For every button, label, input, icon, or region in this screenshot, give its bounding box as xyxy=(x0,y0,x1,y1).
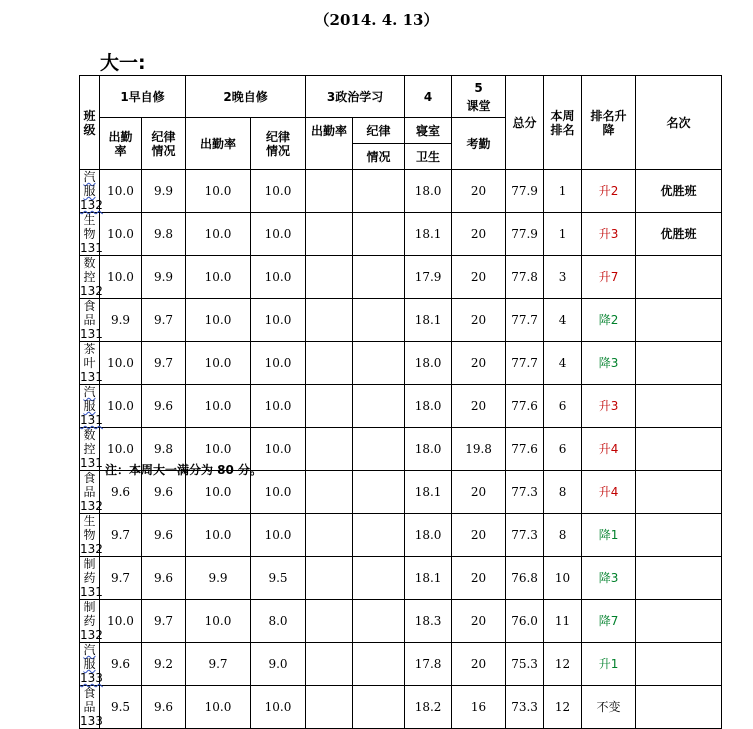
political-attendance-cell xyxy=(306,342,353,385)
report-date: （2014. 4. 13） xyxy=(314,11,439,29)
class-name-cell: 生物132 xyxy=(80,514,103,556)
header-dorm: 4 xyxy=(405,76,452,118)
classroom-attendance-cell: 20 xyxy=(452,213,506,256)
class-name-cell: 茶叶131 xyxy=(80,342,103,384)
evening-attendance-cell: 10.0 xyxy=(186,342,251,385)
total-score-cell: 77.6 xyxy=(506,428,544,471)
morning-discipline-cell: 9.9 xyxy=(142,256,186,299)
political-discipline-cell xyxy=(353,213,405,256)
score-table xyxy=(79,75,722,729)
morning-discipline-cell: 9.7 xyxy=(142,600,186,643)
rank-cell: 10 xyxy=(544,557,582,600)
political-attendance-cell xyxy=(306,428,353,471)
political-discipline-cell xyxy=(353,643,405,686)
evening-discipline-cell: 10.0 xyxy=(251,514,306,557)
title-cell xyxy=(636,299,722,342)
rank-cell: 8 xyxy=(544,471,582,514)
classroom-attendance-cell: 20 xyxy=(452,385,506,428)
title-cell xyxy=(636,428,722,471)
morning-attendance-cell: 10.0 xyxy=(100,428,142,471)
header-class: 班级 xyxy=(80,76,100,170)
rank-change-cell: 降3 xyxy=(582,557,636,600)
dorm-hygiene-cell: 18.0 xyxy=(405,385,452,428)
morning-discipline-cell: 9.6 xyxy=(142,686,186,729)
evening-discipline-cell: 10.0 xyxy=(251,342,306,385)
classroom-attendance-cell: 20 xyxy=(452,256,506,299)
rank-change-cell: 升4 xyxy=(582,471,636,514)
political-discipline-cell xyxy=(353,170,405,213)
total-score-cell: 77.8 xyxy=(506,256,544,299)
evening-discipline-cell: 10.0 xyxy=(251,471,306,514)
total-score-cell: 77.3 xyxy=(506,514,544,557)
political-attendance-cell xyxy=(306,213,353,256)
political-attendance-cell xyxy=(306,299,353,342)
evening-discipline-cell: 10.0 xyxy=(251,256,306,299)
classroom-attendance-cell: 20 xyxy=(452,600,506,643)
class-name-cell: 制药132 xyxy=(80,600,103,642)
classroom-attendance-cell: 20 xyxy=(452,342,506,385)
morning-attendance-cell: 9.9 xyxy=(100,299,142,342)
rank-cell: 1 xyxy=(544,170,582,213)
morning-discipline-cell: 9.6 xyxy=(142,557,186,600)
header-discipline-2-label: 纪律 情况 xyxy=(266,129,291,158)
evening-attendance-cell: 10.0 xyxy=(186,686,251,729)
morning-discipline-cell: 9.8 xyxy=(142,213,186,256)
evening-attendance-cell: 10.0 xyxy=(186,428,251,471)
title-cell xyxy=(636,471,722,514)
header-classroom-label: 课堂 xyxy=(466,98,491,113)
evening-discipline-cell: 10.0 xyxy=(251,428,306,471)
classroom-attendance-cell: 20 xyxy=(452,643,506,686)
morning-discipline-cell: 9.6 xyxy=(142,385,186,428)
title-cell xyxy=(636,342,722,385)
evening-attendance-cell: 9.7 xyxy=(186,643,251,686)
header-classroom xyxy=(452,76,506,118)
political-discipline-cell xyxy=(353,600,405,643)
title-cell xyxy=(636,514,722,557)
rank-change-cell: 升7 xyxy=(582,256,636,299)
header-rank xyxy=(544,76,582,170)
total-score-cell: 77.9 xyxy=(506,213,544,256)
header-discipline-3: 纪律 xyxy=(353,118,405,144)
evening-attendance-cell: 10.0 xyxy=(186,170,251,213)
class-name-cell: 汽服133 xyxy=(80,643,103,685)
class-name-cell: 食品133 xyxy=(80,686,103,728)
header-rank-change xyxy=(582,76,636,170)
title-cell xyxy=(636,385,722,428)
rank-cell: 6 xyxy=(544,428,582,471)
classroom-attendance-cell: 20 xyxy=(452,170,506,213)
rank-cell: 3 xyxy=(544,256,582,299)
rank-change-cell: 升3 xyxy=(582,213,636,256)
classroom-attendance-cell: 20 xyxy=(452,557,506,600)
table-row xyxy=(80,514,722,557)
class-name-cell: 食品132 xyxy=(80,471,103,513)
header-morning-study: 1早自修 xyxy=(100,76,186,118)
evening-discipline-cell: 10.0 xyxy=(251,170,306,213)
total-score-cell: 76.0 xyxy=(506,600,544,643)
header-political-study: 3政治学习 xyxy=(306,76,405,118)
political-discipline-cell xyxy=(353,385,405,428)
morning-attendance-cell: 10.0 xyxy=(100,385,142,428)
morning-attendance-cell: 10.0 xyxy=(100,342,142,385)
political-discipline-cell xyxy=(353,256,405,299)
rank-change-cell: 降3 xyxy=(582,342,636,385)
dorm-hygiene-cell: 17.8 xyxy=(405,643,452,686)
table-row xyxy=(80,643,722,686)
political-attendance-cell xyxy=(306,557,353,600)
dorm-hygiene-cell: 18.0 xyxy=(405,170,452,213)
title-cell: 优胜班 xyxy=(636,170,722,213)
morning-discipline-cell: 9.7 xyxy=(142,342,186,385)
morning-attendance-cell: 10.0 xyxy=(100,600,142,643)
rank-change-cell: 升3 xyxy=(582,385,636,428)
political-discipline-cell xyxy=(353,471,405,514)
morning-attendance-cell: 9.6 xyxy=(100,643,142,686)
header-attendance-2: 出勤率 xyxy=(186,118,251,170)
evening-discipline-cell: 8.0 xyxy=(251,600,306,643)
rank-cell: 1 xyxy=(544,213,582,256)
dorm-hygiene-cell: 17.9 xyxy=(405,256,452,299)
political-attendance-cell xyxy=(306,385,353,428)
total-score-cell: 77.7 xyxy=(506,342,544,385)
evening-attendance-cell: 10.0 xyxy=(186,299,251,342)
political-discipline-cell xyxy=(353,342,405,385)
rank-cell: 12 xyxy=(544,643,582,686)
dorm-hygiene-cell: 18.1 xyxy=(405,299,452,342)
morning-discipline-cell: 9.7 xyxy=(142,299,186,342)
morning-attendance-cell: 9.7 xyxy=(100,557,142,600)
evening-attendance-cell: 10.0 xyxy=(186,600,251,643)
header-total: 总分 xyxy=(506,76,544,170)
class-name-cell: 汽服132 xyxy=(80,170,103,212)
class-name-cell: 食品131 xyxy=(80,299,103,341)
rank-change-cell: 升2 xyxy=(582,170,636,213)
political-discipline-cell xyxy=(353,557,405,600)
political-attendance-cell xyxy=(306,471,353,514)
header-discipline-3b: 情况 xyxy=(353,144,405,170)
table-row xyxy=(80,213,722,256)
dorm-hygiene-cell: 18.0 xyxy=(405,342,452,385)
morning-discipline-cell: 9.6 xyxy=(142,514,186,557)
political-attendance-cell xyxy=(306,686,353,729)
header-attendance-1-label: 出勤率 xyxy=(108,129,133,158)
rank-cell: 11 xyxy=(544,600,582,643)
header-attendance-3: 出勤率 xyxy=(306,118,353,170)
morning-attendance-cell: 9.6 xyxy=(100,471,142,514)
morning-attendance-cell: 10.0 xyxy=(100,213,142,256)
header-rank-label: 本周排名 xyxy=(550,108,575,137)
evening-discipline-cell: 9.0 xyxy=(251,643,306,686)
rank-change-cell: 不变 xyxy=(582,686,636,729)
table-row xyxy=(80,686,722,729)
morning-discipline-cell: 9.2 xyxy=(142,643,186,686)
political-attendance-cell xyxy=(306,170,353,213)
total-score-cell: 77.7 xyxy=(506,299,544,342)
evening-attendance-cell: 10.0 xyxy=(186,471,251,514)
title-cell xyxy=(636,557,722,600)
dorm-hygiene-cell: 18.1 xyxy=(405,471,452,514)
header-dorm-label: 寝室 xyxy=(405,118,452,144)
political-attendance-cell xyxy=(306,256,353,299)
morning-discipline-cell: 9.9 xyxy=(142,170,186,213)
evening-attendance-cell: 10.0 xyxy=(186,213,251,256)
political-discipline-cell xyxy=(353,514,405,557)
header-hygiene: 卫生 xyxy=(405,144,452,170)
table-row xyxy=(80,600,722,643)
table-row xyxy=(80,385,722,428)
header-evening-study: 2晚自修 xyxy=(186,76,306,118)
morning-discipline-cell: 9.8 xyxy=(142,428,186,471)
evening-discipline-cell: 10.0 xyxy=(251,385,306,428)
classroom-attendance-cell: 20 xyxy=(452,514,506,557)
rank-change-cell: 降2 xyxy=(582,299,636,342)
dorm-hygiene-cell: 18.1 xyxy=(405,213,452,256)
table-row xyxy=(80,342,722,385)
header-discipline-2 xyxy=(251,118,306,170)
class-name-cell: 汽服131 xyxy=(80,385,103,427)
class-name-cell: 数控131 xyxy=(80,428,103,470)
political-attendance-cell xyxy=(306,514,353,557)
title-cell xyxy=(636,256,722,299)
dorm-hygiene-cell: 18.0 xyxy=(405,428,452,471)
table-row xyxy=(80,256,722,299)
evening-attendance-cell: 10.0 xyxy=(186,514,251,557)
evening-discipline-cell: 9.5 xyxy=(251,557,306,600)
rank-cell: 8 xyxy=(544,514,582,557)
title-cell xyxy=(636,600,722,643)
rank-change-cell: 升4 xyxy=(582,428,636,471)
title-cell xyxy=(636,686,722,729)
class-name-cell: 数控132 xyxy=(80,256,103,298)
classroom-attendance-cell: 19.8 xyxy=(452,428,506,471)
grade-heading: 大一: xyxy=(100,52,146,74)
rank-change-cell: 降7 xyxy=(582,600,636,643)
morning-attendance-cell: 10.0 xyxy=(100,170,142,213)
rank-cell: 6 xyxy=(544,385,582,428)
political-discipline-cell xyxy=(353,686,405,729)
dorm-hygiene-cell: 18.0 xyxy=(405,514,452,557)
title-cell xyxy=(636,643,722,686)
evening-discipline-cell: 10.0 xyxy=(251,686,306,729)
table-row xyxy=(80,299,722,342)
rank-cell: 4 xyxy=(544,299,582,342)
classroom-attendance-cell: 20 xyxy=(452,299,506,342)
header-classroom-num: 5 xyxy=(474,80,483,95)
evening-attendance-cell: 10.0 xyxy=(186,385,251,428)
evening-discipline-cell: 10.0 xyxy=(251,213,306,256)
rank-change-cell: 降1 xyxy=(582,514,636,557)
header-attendance-1 xyxy=(100,118,142,170)
total-score-cell: 77.9 xyxy=(506,170,544,213)
rank-cell: 12 xyxy=(544,686,582,729)
header-discipline-1-label: 纪律情况 xyxy=(151,129,176,158)
total-score-cell: 77.3 xyxy=(506,471,544,514)
morning-attendance-cell: 9.7 xyxy=(100,514,142,557)
score-rows xyxy=(80,170,722,729)
political-discipline-cell xyxy=(353,428,405,471)
total-score-cell: 77.6 xyxy=(506,385,544,428)
dorm-hygiene-cell: 18.1 xyxy=(405,557,452,600)
evening-attendance-cell: 9.9 xyxy=(186,557,251,600)
political-attendance-cell xyxy=(306,643,353,686)
political-attendance-cell xyxy=(306,600,353,643)
evening-discipline-cell: 10.0 xyxy=(251,299,306,342)
morning-discipline-cell: 9.6 xyxy=(142,471,186,514)
header-title: 名次 xyxy=(636,76,722,170)
header-attendance-5: 考勤 xyxy=(452,118,506,170)
rank-cell: 4 xyxy=(544,342,582,385)
title-cell: 优胜班 xyxy=(636,213,722,256)
table-row xyxy=(80,557,722,600)
political-discipline-cell xyxy=(353,299,405,342)
total-score-cell: 75.3 xyxy=(506,643,544,686)
rank-change-cell: 升1 xyxy=(582,643,636,686)
morning-attendance-cell: 10.0 xyxy=(100,256,142,299)
classroom-attendance-cell: 20 xyxy=(452,471,506,514)
footnote: 注：本周大一满分为 80 分。 xyxy=(105,463,263,477)
table-row xyxy=(80,170,722,213)
class-name-cell: 制药131 xyxy=(80,557,103,599)
header-discipline-1 xyxy=(142,118,186,170)
evening-attendance-cell: 10.0 xyxy=(186,256,251,299)
morning-attendance-cell: 9.5 xyxy=(100,686,142,729)
total-score-cell: 76.8 xyxy=(506,557,544,600)
dorm-hygiene-cell: 18.3 xyxy=(405,600,452,643)
class-name-cell: 生物131 xyxy=(80,213,103,255)
dorm-hygiene-cell: 18.2 xyxy=(405,686,452,729)
classroom-attendance-cell: 16 xyxy=(452,686,506,729)
header-rank-change-label: 排名升降 xyxy=(590,108,627,137)
total-score-cell: 73.3 xyxy=(506,686,544,729)
